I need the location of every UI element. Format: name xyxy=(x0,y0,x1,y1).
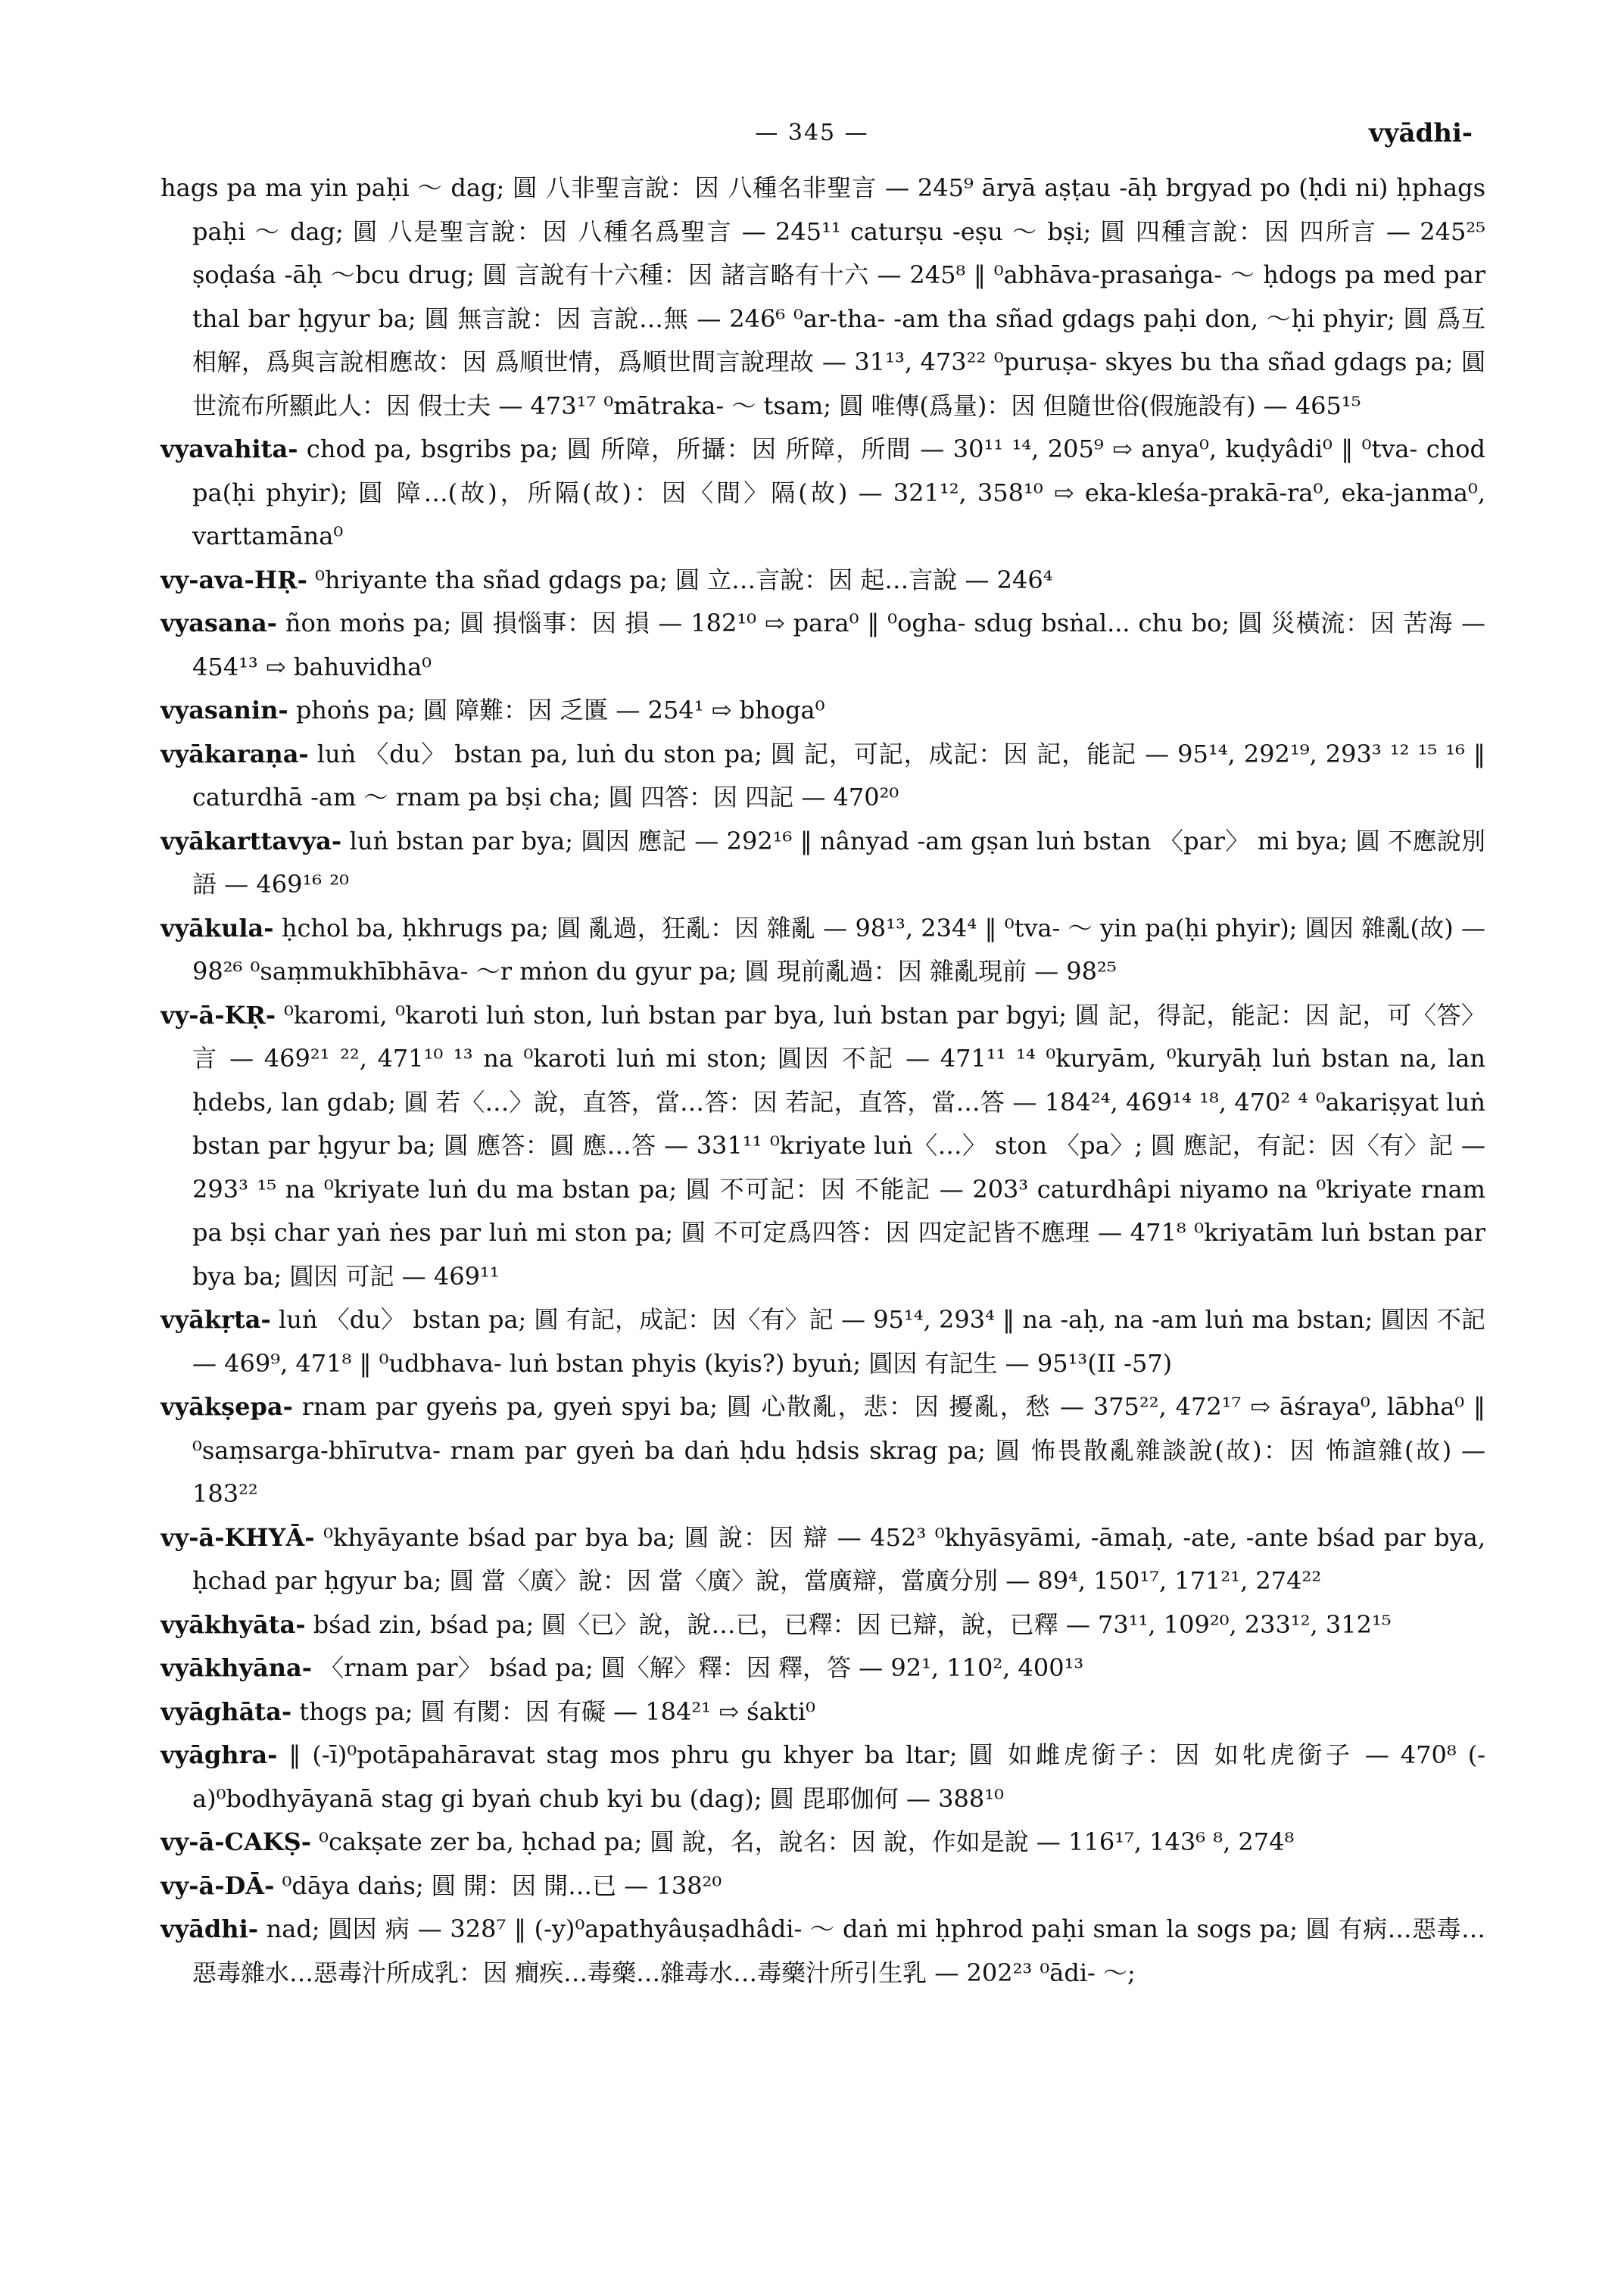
dictionary-entry xyxy=(161,1690,1485,1734)
dictionary-entry xyxy=(161,1603,1485,1647)
entry-headword: vy-ā-KṚ- xyxy=(161,1000,276,1030)
entry-text: ⁰cakṣate zer ba, ḥchad pa; 圓 說，名，說名：因 說，作如是說 — 116¹⁷, 143⁶ ⁸, 274⁸ xyxy=(319,1827,1295,1856)
dictionary-entry xyxy=(161,1647,1485,1690)
entry-headword: vyākṣepa- xyxy=(161,1392,293,1421)
entry-text: ⁰karomi, ⁰karoti luṅ ston, luṅ bstan par bya, luṅ bstan par bgyi; 圓 記，得記，能記：因 記，可〈答〉言 — 469²¹ ²², 471¹⁰ ¹³ na ⁰karoti luṅ mi ston; 圓因 不記 — 471¹¹ ¹⁴ ⁰kuryām, ⁰kuryāḥ luṅ bstan na, lan ḥdebs, lan gdab; 圓 若〈…〉說，直答，當…答：因 若記，直答，當…答 — 184²⁴, 469¹⁴ ¹⁸, 470² ⁴ ⁰akariṣyat luṅ bstan par ḥgyur ba; 圓 應答：圓 應…答 — 331¹¹ ⁰kriyate luṅ〈…〉 ston 〈pa〉; 圓 應記，有記：因〈有〉記 — 293³ ¹⁵ na ⁰kriyate luṅ du ma bstan pa; 圓 不可記：因 不能記 — 203³ caturdhâpi niyamo na ⁰kriyate rnam pa bṣi char yaṅ ṅes par luṅ mi ston pa; 圓 不可定爲四答：因 四定記皆不應理 — 471⁸ ⁰kriyatām luṅ bstan par bya ba; 圓因 可記 — 469¹¹ xyxy=(192,1000,1485,1291)
entry-headword: vy-ā-CAKṢ- xyxy=(161,1827,311,1856)
entry-text: chod pa, bsgribs pa; 圓 所障，所攝：因 所障，所間 — 30¹¹ ¹⁴, 205⁹ ⇨ anya⁰, kuḍyâdi⁰ ‖ ⁰tva- chod pa(ḥi phyir); 圓 障…(故)，所隔(故)：因〈間〉隔(故) — 321¹², 358¹⁰ ⇨ eka-kleśa-prakā-ra⁰, eka-janma⁰, varttamāna⁰ xyxy=(192,435,1486,550)
entry-text: luṅ 〈du〉 bstan pa, luṅ du ston pa; 圓 記，可記，成記：因 記，能記 — 95¹⁴, 292¹⁹, 293³ ¹² ¹⁵ ¹⁶ ‖ caturdhā -am ～ rnam pa bṣi cha; 圓 四答：因 四記 — 470²⁰ xyxy=(192,739,1485,812)
entry-text: hags pa ma yin paḥi ～ dag; 圓 八非聖言說：因 八種名非聖言 — 245⁹ āryā aṣṭau -āḥ brgyad po (ḥdi ni) ḥphags paḥi ～ dag; 圓 八是聖言說：因 八種名爲聖言 — 245¹¹ caturṣu -eṣu ～ bṣi; 圓 四種言說：因 四所言 — 245²⁵ ṣoḍaśa -āḥ ～bcu drug; 圓 言說有十六種：因 諸言略有十六 — 245⁸ ‖ ⁰abhāva-prasaṅga- ～ ḥdogs pa med par thal bar ḥgyur ba; 圓 無言說：因 言說…無 — 246⁶ ⁰ar-tha- -am tha sñad gdags paḥi don, ～ḥi phyir; 圓 爲互相解，爲與言說相應故：因 爲順世情，爲順世間言說理故 — 31¹³, 473²² ⁰puruṣa- skyes bu tha sñad gdags pa; 圓 世流布所顯此人：因 假士夫 — 473¹⁷ ⁰mātraka- ～ tsam; 圓 唯傳(爲量)：因 但隨世俗(假施設有) — 465¹⁵ xyxy=(161,173,1485,420)
entry-text: ⁰khyāyante bśad par bya ba; 圓 說：因 辯 — 452³ ⁰khyāsyāmi, -āmaḥ, -ate, -ante bśad par bya, ḥchad par ḥgyur ba; 圓 當〈廣〉說：因 當〈廣〉說，當廣辯，當廣分別 — 89⁴, 150¹⁷, 171²¹, 274²² xyxy=(192,1522,1485,1595)
dictionary-entry xyxy=(161,689,1485,733)
dictionary-entry xyxy=(161,428,1485,559)
entry-headword: vyākula- xyxy=(161,913,274,942)
entry-text: nad; 圓因 病 — 328⁷ ‖ (-y)⁰apathyâuṣadhâdi- ～ daṅ mi ḥphrod paḥi sman la sogs pa; 圓 有病…惡毒…惡毒雜水…惡毒汁所成乳：因 癎疾…毒藥…雜毒水…毒藥汁所引生乳 — 202²³ ⁰ādi- ～; xyxy=(192,1914,1485,1987)
dictionary-entry xyxy=(161,733,1485,820)
dictionary-entry xyxy=(161,907,1485,994)
entry-headword: vyāghra- xyxy=(161,1740,278,1769)
entry-headword: vyākṛta- xyxy=(161,1305,271,1334)
dictionary-entry xyxy=(161,1908,1485,1995)
dictionary-entry xyxy=(161,1821,1485,1865)
entry-headword: vy-ā-DĀ- xyxy=(161,1871,275,1900)
entry-headword: vyavahita- xyxy=(161,435,298,463)
entry-headword: vyākhyāna- xyxy=(161,1653,312,1682)
dictionary-entry xyxy=(161,602,1485,689)
entry-headword: vyākhyāta- xyxy=(161,1609,306,1639)
entry-text: ḥchol ba, ḥkhrugs pa; 圓 亂過，狂亂：因 雜亂 — 98¹³, 234⁴ ‖ ⁰tva- ～ yin pa(ḥi phyir); 圓因 雜亂(故) — 98²⁶ ⁰saṃmukhībhāva- ～r mṅon du gyur pa; 圓 現前亂過：因 雜亂現前 — 98²⁵ xyxy=(192,913,1485,986)
entry-text: luṅ bstan par bya; 圓因 應記 — 292¹⁶ ‖ nânyad -am gṣan luṅ bstan 〈par〉 mi bya; 圓 不應說別語 — 469¹⁶ ²⁰ xyxy=(192,826,1485,899)
entry-text: ⁰dāya daṅs; 圓 開：因 開…已 — 138²⁰ xyxy=(282,1871,722,1900)
page-number: — 345 — xyxy=(755,120,869,146)
running-head: vyādhi- xyxy=(1368,118,1473,148)
entry-text: thogs pa; 圓 有閡：因 有礙 — 184²¹ ⇨ śakti⁰ xyxy=(299,1696,815,1726)
dictionary-entry xyxy=(161,1734,1485,1821)
entry-headword: vyasanin- xyxy=(161,696,288,724)
entry-headword: vyāghāta- xyxy=(161,1696,292,1726)
dictionary-entry xyxy=(161,994,1485,1299)
dictionary-entry xyxy=(161,1865,1485,1908)
entry-text: rnam par gyeṅs pa, gyeṅ spyi ba; 圓 心散亂，悲：因 擾亂，愁 — 375²², 472¹⁷ ⇨ āśraya⁰, lābha⁰ ‖ ⁰saṃsarga-bhīrutva- rnam par gyeṅ ba daṅ ḥdu ḥdsis skrag pa; 圓 怖畏散亂雜談說(故)：因 怖諠雜(故) — 183²² xyxy=(192,1392,1485,1508)
dictionary-entries xyxy=(161,167,1485,1995)
entry-headword: vyādhi- xyxy=(161,1914,258,1943)
entry-headword: vy-ā-KHYĀ- xyxy=(161,1522,315,1552)
entry-text: 〈rnam par〉 bśad pa; 圓〈解〉釋：因 釋，答 — 92¹, 110², 400¹³ xyxy=(320,1653,1084,1682)
entry-text: ‖ (-ī)⁰potāpahāravat stag mos phru gu khyer ba ltar; 圓 如雌虎銜子：因 如牝虎銜子 — 470⁸ (-a)⁰bodhyāyanā stag gi byaṅ chub kyi bu (dag); 圓 毘耶伽何 — 388¹⁰ xyxy=(192,1740,1485,1813)
dictionary-entry xyxy=(161,1385,1485,1516)
page-header xyxy=(0,114,1624,159)
entry-text: luṅ 〈du〉 bstan pa; 圓 有記，成記：因〈有〉記 — 95¹⁴, 293⁴ ‖ na -aḥ, na -am luṅ ma bstan; 圓因 不記 — 469⁹, 471⁸ ‖ ⁰udbhava- luṅ bstan phyis (kyis?) byuṅ; 圓因 有記生 — 95¹³(II -57) xyxy=(192,1305,1485,1378)
entry-text: ⁰hriyante tha sñad gdags pa; 圓 立…言說：因 起…言說 — 246⁴ xyxy=(315,565,1053,594)
dictionary-entry xyxy=(161,1516,1485,1603)
entry-text: phoṅs pa; 圓 障難：因 乏匱 — 254¹ ⇨ bhoga⁰ xyxy=(295,696,825,724)
entry-headword: vyākarttavya- xyxy=(161,826,342,855)
dictionary-entry xyxy=(161,1298,1485,1385)
dictionary-entry xyxy=(161,820,1485,907)
entry-headword: vy-ava-HṚ- xyxy=(161,565,307,594)
dictionary-entry xyxy=(161,167,1485,428)
entry-headword: vyasana- xyxy=(161,609,277,637)
dictionary-entry xyxy=(161,559,1485,603)
entry-headword: vyākaraṇa- xyxy=(161,739,309,768)
entry-text: ñon moṅs pa; 圓 損惱事：因 損 — 182¹⁰ ⇨ para⁰ ‖ ⁰ogha- sdug bsṅal... chu bo; 圓 災橫流：因 苦海 — 454¹³ ⇨ bahuvidha⁰ xyxy=(192,609,1485,681)
entry-text: bśad zin, bśad pa; 圓〈已〉說，說…已，已釋：因 已辯，說，已釋 — 73¹¹, 109²⁰, 233¹², 312¹⁵ xyxy=(313,1609,1392,1639)
